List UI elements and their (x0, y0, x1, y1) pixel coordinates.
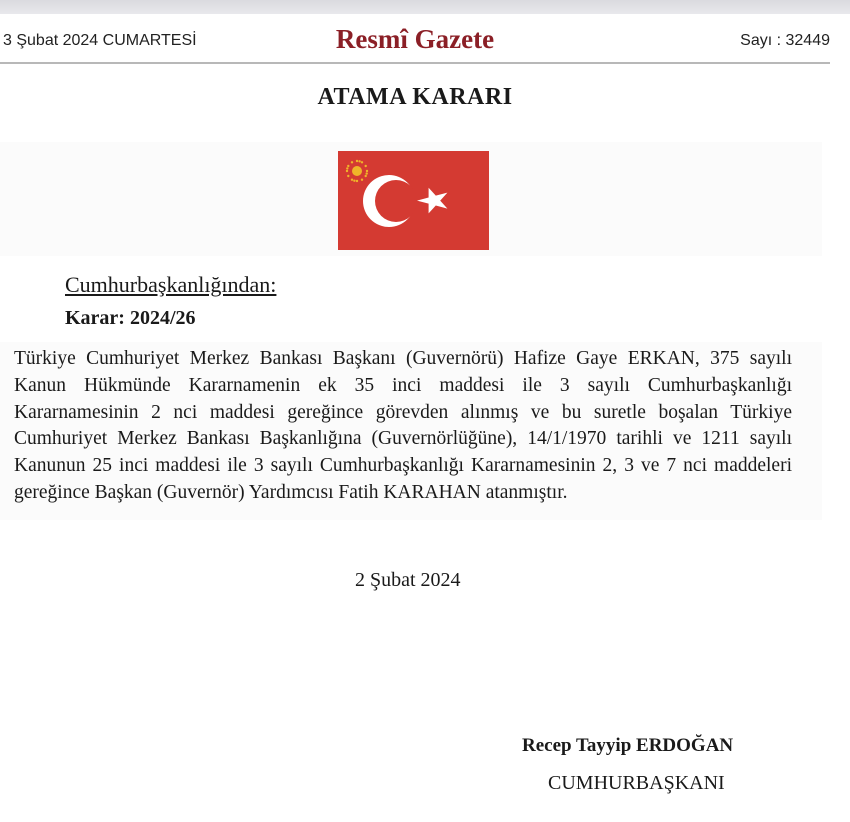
document-title: ATAMA KARARI (317, 84, 513, 110)
decision-body (14, 346, 792, 507)
issue-number: Sayı : 32449 (740, 32, 830, 49)
body-line: Kanun Hükmünde Kararnamenin ek 35 inci maddesi ile 3 sayılı Cumhurbaşkanlığı (14, 374, 792, 396)
browser-top-bar (0, 0, 850, 14)
signer-title: CUMHURBAŞKANI (548, 772, 725, 794)
presidential-flag-icon (338, 151, 489, 250)
body-line: Kanunun 25 inci maddesi ile 3 sayılı Cumhurbaşkanlığı Kararnamesinin 2, 3 ve 7 nci maddeleri (14, 455, 792, 477)
body-line: gereğince Başkan (Guvernör) Yardımcısı Fatih KARAHAN atanmıştır. (14, 481, 568, 503)
body-line: Cumhuriyet Merkez Bankası Başkanlığına (Guvernörlüğüne), 14/1/1970 tarihli ve 1211 sayılı (14, 428, 792, 450)
issuing-authority: Cumhurbaşkanlığından: (65, 272, 277, 297)
decision-number: Karar: 2024/26 (65, 307, 196, 329)
gazette-masthead: Resmî Gazete (335, 24, 495, 54)
body-line: Türkiye Cumhuriyet Merkez Bankası Başkanı (Guvernörü) Hafize Gaye ERKAN, 375 sayılı (14, 348, 792, 369)
signer-name: Recep Tayyip ERDOĞAN (522, 735, 734, 756)
decision-date: 2 Şubat 2024 (355, 569, 461, 591)
issue-date: 3 Şubat 2024 CUMARTESİ (3, 32, 197, 49)
gazette-header (0, 14, 830, 64)
body-line: Kararnamesinin 2 nci maddesi gereğince görevden alınmış ve bu suretle boşalan Türkiye (14, 401, 792, 423)
